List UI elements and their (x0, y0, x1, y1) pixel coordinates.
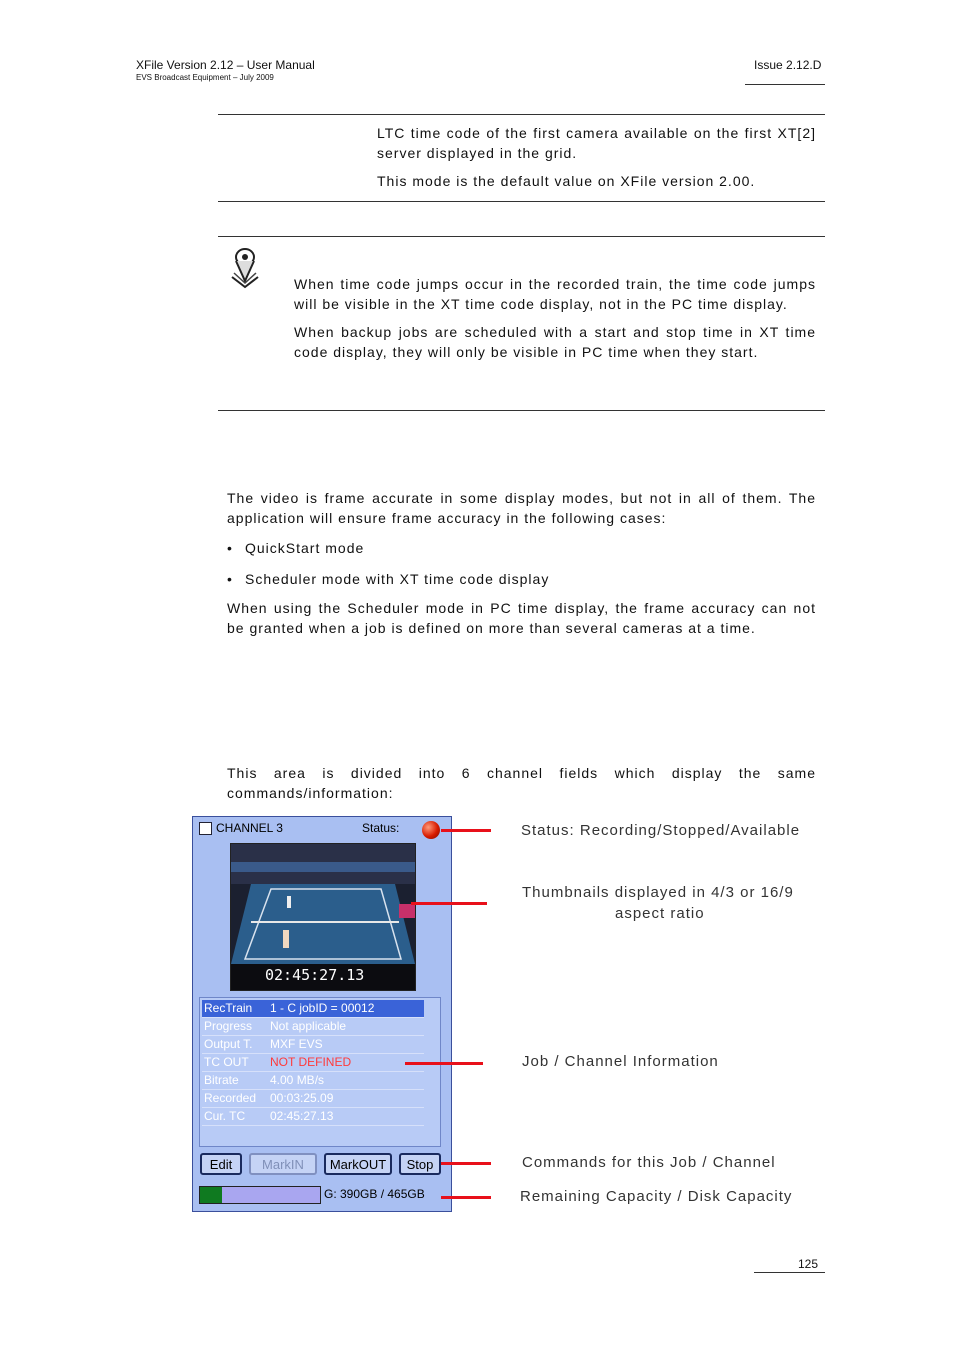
info-value: 02:45:27.13 (270, 1109, 334, 1123)
bullet-item: • QuickStart mode (227, 540, 365, 556)
callout-line-job (405, 1062, 483, 1065)
callout-line-status (441, 829, 491, 832)
info-value-tc-out: NOT DEFINED (270, 1055, 352, 1069)
callout-line-thumbnail (411, 902, 487, 905)
channel-checkbox[interactable] (199, 822, 212, 835)
channel-panel-screenshot (192, 816, 452, 1212)
info-row[interactable] (202, 1018, 424, 1036)
footer-rule (754, 1272, 825, 1273)
note-top-rule (218, 236, 825, 237)
info-value: 1 - C jobID = 00012 (270, 1001, 375, 1015)
info-row[interactable] (202, 1108, 424, 1126)
info-value: 00:03:25.09 (270, 1091, 334, 1105)
capacity-bar (199, 1186, 321, 1204)
table-top-rule (218, 114, 825, 115)
info-row[interactable] (202, 1072, 424, 1090)
info-row[interactable] (202, 1054, 424, 1072)
callout-capacity: Remaining Capacity / Disk Capacity (520, 1188, 793, 1205)
info-row[interactable] (202, 1036, 424, 1054)
mark-out-button[interactable]: MarkOUT (324, 1153, 392, 1175)
issue-number: Issue 2.12.D (754, 58, 822, 72)
callout-status: Status: Recording/Stopped/Available (521, 822, 801, 839)
note-paragraph-2: When backup jobs are scheduled with a start and stop time in XT time code display, they will only be visible in PC time when they start. (294, 324, 816, 360)
job-info-list (199, 997, 441, 1147)
capacity-text: G: 390GB / 465GB (324, 1187, 425, 1201)
mark-in-button[interactable]: MarkIN (249, 1153, 317, 1175)
video-thumbnail (230, 843, 416, 991)
info-value: 4.00 MB/s (270, 1073, 325, 1087)
note-bottom-rule (218, 410, 825, 411)
note-pen-icon (228, 247, 262, 289)
bullet-item: • Scheduler mode with XT time code display (227, 571, 550, 587)
status-indicator-icon (422, 821, 440, 839)
table-bottom-rule (218, 201, 825, 202)
callout-thumbnail-line2: aspect ratio (615, 905, 705, 922)
document-subtitle: EVS Broadcast Equipment – July 2009 (136, 73, 274, 82)
capacity-fill (200, 1187, 222, 1203)
bullet-text: Scheduler mode with XT time code display (245, 571, 550, 587)
info-key: Recorded (204, 1091, 257, 1105)
table-cell-line2: This mode is the default value on XFile version 2.00. (377, 173, 756, 189)
table-cell-line1: LTC time code of the first camera available on the first XT[2] server displayed in the grid. (377, 125, 816, 161)
status-label: Status: (362, 821, 400, 835)
callout-thumbnail-line1: Thumbnails displayed in 4/3 or 16/9 (522, 884, 794, 901)
info-key: Progress (204, 1019, 253, 1033)
note-text (294, 275, 816, 362)
document-title: XFile Version 2.12 – User Manual (136, 58, 315, 72)
info-key: Cur. TC (204, 1109, 246, 1123)
callout-job-info: Job / Channel Information (522, 1053, 719, 1070)
bullet-text: QuickStart mode (245, 540, 365, 556)
info-value: Not applicable (270, 1019, 347, 1033)
body-paragraph-2: When using the Scheduler mode in PC time display, the frame accuracy can not be granted when a job is defined on more than several cameras at a time. (227, 600, 816, 636)
body-paragraph-1: The video is frame accurate in some display modes, but not in all of them. The application will ensure frame accuracy in the following cases: (227, 490, 816, 526)
channel-label: CHANNEL 3 (216, 821, 283, 835)
info-row[interactable] (202, 1000, 424, 1018)
callout-commands: Commands for this Job / Channel (522, 1154, 776, 1171)
info-key: TC OUT (204, 1055, 249, 1069)
page-number: 125 (798, 1257, 819, 1271)
info-key: Output T. (204, 1037, 253, 1051)
stop-button[interactable]: Stop (399, 1153, 441, 1175)
edit-button[interactable]: Edit (200, 1153, 242, 1175)
info-row[interactable] (202, 1090, 424, 1108)
body-paragraph-3: This area is divided into 6 channel fields which display the same commands/information: (227, 765, 816, 801)
note-paragraph-1: When time code jumps occur in the recorded train, the time code jumps will be visible in the XT time code display, not in the PC time display. (294, 276, 816, 312)
info-key: Bitrate (204, 1073, 239, 1087)
info-key: RecTrain (204, 1001, 253, 1015)
callout-line-capacity (441, 1196, 491, 1199)
thumbnail-timecode: 02:45:27.13 (265, 966, 365, 984)
info-value: MXF EVS (270, 1037, 323, 1051)
table-cell-text (377, 124, 816, 192)
header-rule (745, 84, 825, 85)
callout-line-commands (441, 1162, 491, 1165)
